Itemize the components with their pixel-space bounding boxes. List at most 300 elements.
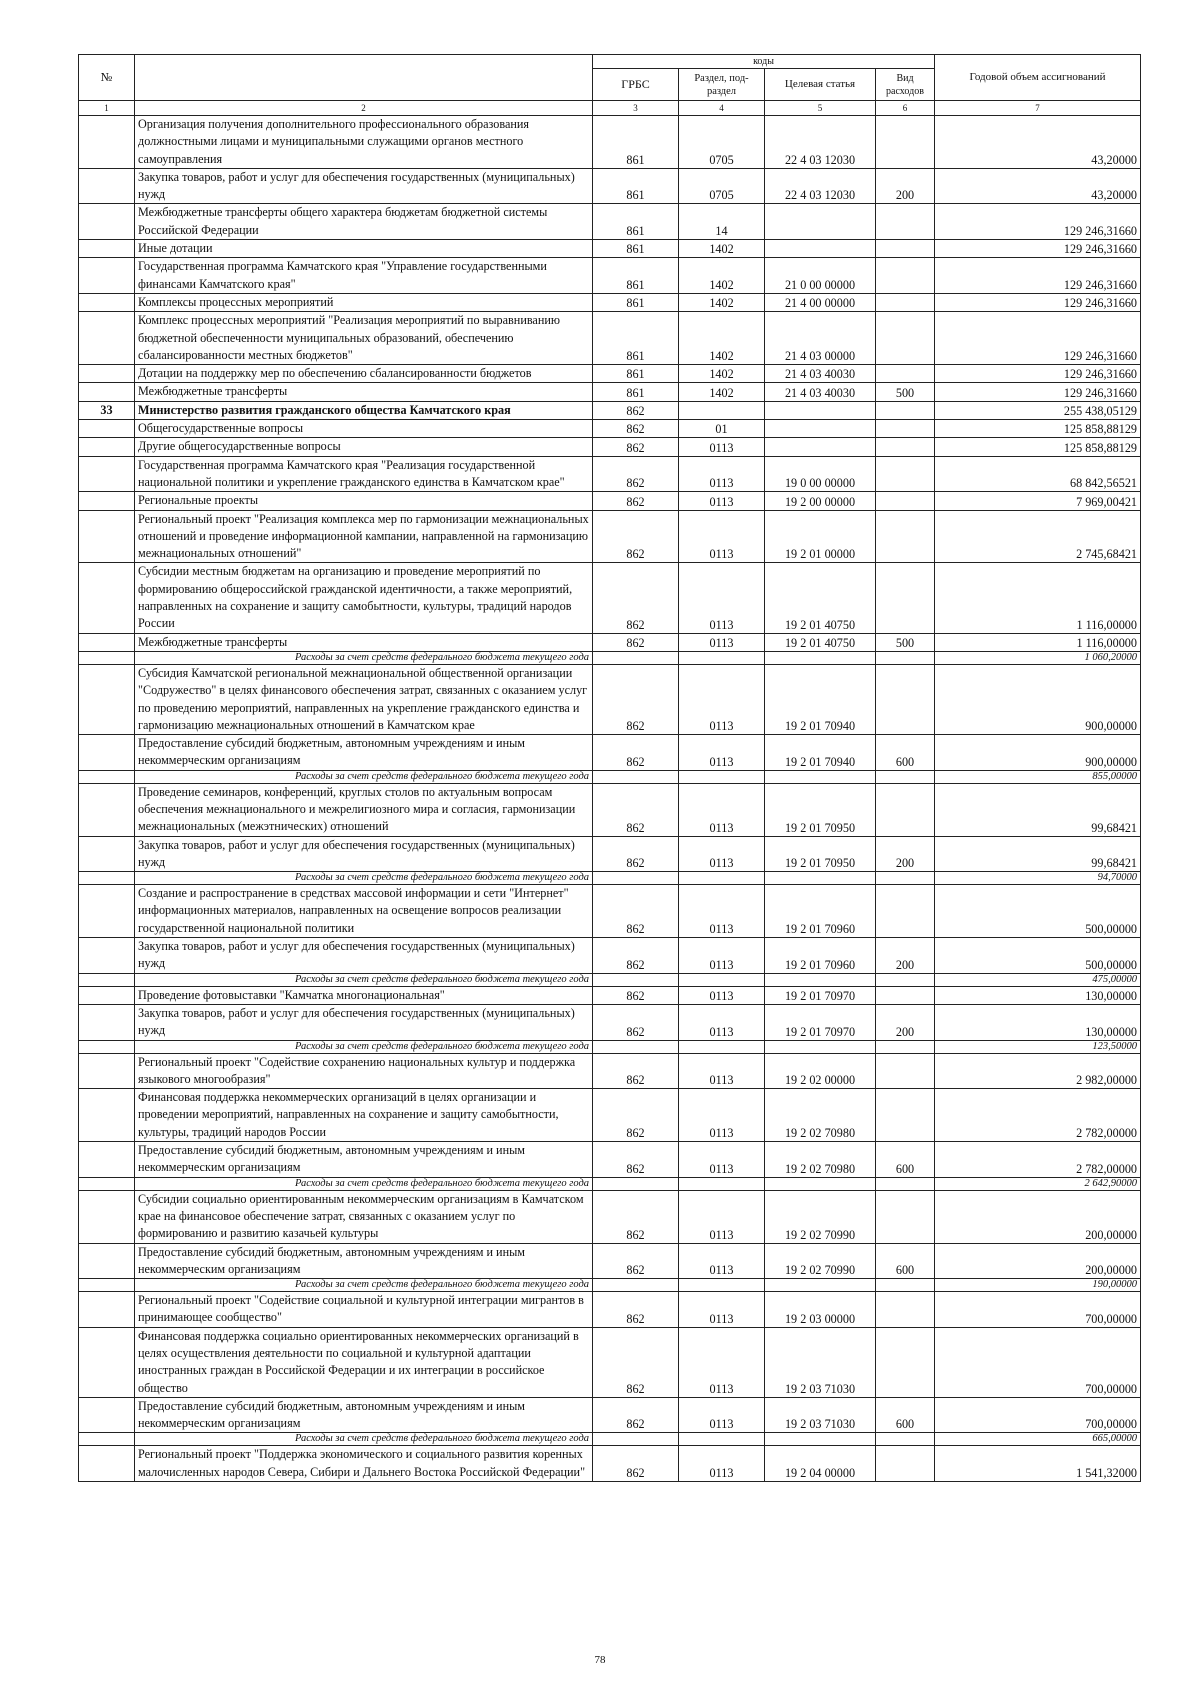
row-name: Расходы за счет средств федерального бюджета текущего года: [135, 1433, 593, 1446]
table-row: [79, 116, 1141, 169]
row-razdel: [679, 1279, 765, 1292]
row-expense-type: [876, 365, 935, 383]
row-expense-type: [876, 1089, 935, 1142]
row-expense-type: 500: [876, 633, 935, 651]
table-row: [79, 664, 1141, 734]
row-razdel: 1402: [679, 258, 765, 294]
row-number: [79, 1177, 135, 1190]
row-target-article: 19 2 03 00000: [765, 1292, 876, 1328]
row-expense-type: [876, 1053, 935, 1089]
row-name: Региональный проект "Содействие социальной и культурной интеграции мигрантов в принимающее сообщество": [135, 1292, 593, 1328]
row-razdel: 0113: [679, 456, 765, 492]
row-grbs: 862: [593, 492, 679, 510]
table-row: [79, 438, 1141, 456]
row-name: Финансовая поддержка некоммерческих организаций в целях организации и проведении мероприятий, направленных на сохранение и защиту самобытности, культуры, традиций народов России: [135, 1089, 593, 1142]
row-number: [79, 1327, 135, 1397]
row-amount: 129 246,31660: [935, 258, 1141, 294]
row-target-article: 19 2 01 40750: [765, 633, 876, 651]
table-row: [79, 783, 1141, 836]
row-razdel: 0113: [679, 1142, 765, 1178]
row-expense-type: [876, 651, 935, 664]
row-amount: 2 782,00000: [935, 1089, 1141, 1142]
row-target-article: 19 2 01 70940: [765, 664, 876, 734]
row-target-article: 21 4 00 00000: [765, 293, 876, 311]
row-number: [79, 312, 135, 365]
row-razdel: 1402: [679, 312, 765, 365]
row-number: [79, 293, 135, 311]
row-grbs: 862: [593, 1053, 679, 1089]
table-row: [79, 293, 1141, 311]
table-row: [79, 401, 1141, 419]
table-row: [79, 168, 1141, 204]
row-amount: 123,50000: [935, 1040, 1141, 1053]
row-expense-type: [876, 116, 935, 169]
row-grbs: 862: [593, 1446, 679, 1482]
row-grbs: 862: [593, 836, 679, 872]
row-amount: 1 116,00000: [935, 563, 1141, 633]
row-target-article: [765, 651, 876, 664]
row-number: [79, 633, 135, 651]
row-amount: 130,00000: [935, 986, 1141, 1004]
row-amount: 129 246,31660: [935, 365, 1141, 383]
row-razdel: 0113: [679, 1327, 765, 1397]
row-target-article: [765, 420, 876, 438]
row-expense-type: 600: [876, 735, 935, 771]
row-target-article: [765, 770, 876, 783]
row-amount: 43,20000: [935, 116, 1141, 169]
row-amount: 129 246,31660: [935, 240, 1141, 258]
row-amount: 99,68421: [935, 783, 1141, 836]
row-name: Субсидия Камчатской региональной межнациональной общественной организации "Содружество" в целях финансового обеспечения затрат, связанных с оказанием услуг по проведению мероприятий, направленных на укрепление гражданского единства и гармонизацию межнациональных отношений в Камчатском крае: [135, 664, 593, 734]
row-razdel: [679, 770, 765, 783]
row-name: Межбюджетные трансферты: [135, 383, 593, 401]
row-name: Субсидии местным бюджетам на организацию и проведение мероприятий по формированию общероссийской гражданской идентичности, а также мероприятий, направленных на сохранение и защиту самобытности, культуры, традиций народов России: [135, 563, 593, 633]
row-number: [79, 872, 135, 885]
row-target-article: 22 4 03 12030: [765, 116, 876, 169]
row-amount: 2 782,00000: [935, 1142, 1141, 1178]
row-expense-type: [876, 1177, 935, 1190]
row-expense-type: 600: [876, 1243, 935, 1279]
row-grbs: 862: [593, 986, 679, 1004]
row-expense-type: 600: [876, 1397, 935, 1433]
row-amount: 129 246,31660: [935, 312, 1141, 365]
row-razdel: 1402: [679, 365, 765, 383]
row-target-article: 19 2 01 00000: [765, 510, 876, 563]
row-expense-type: [876, 240, 935, 258]
row-target-article: 19 2 03 71030: [765, 1327, 876, 1397]
row-razdel: 0113: [679, 510, 765, 563]
row-amount: 129 246,31660: [935, 204, 1141, 240]
column-number: 5: [765, 101, 876, 116]
row-number: [79, 1279, 135, 1292]
row-razdel: 1402: [679, 240, 765, 258]
row-amount: 1 060,20000: [935, 651, 1141, 664]
row-name: Расходы за счет средств федерального бюджета текущего года: [135, 1040, 593, 1053]
table-row-federal-note: [79, 1040, 1141, 1053]
row-name: Создание и распространение в средствах массовой информации и сети "Интернет" информационных материалов, направленных на освещение вопросов реализации государственной национальной политики: [135, 885, 593, 938]
header-name: [135, 55, 593, 101]
row-number: [79, 1243, 135, 1279]
row-amount: 665,00000: [935, 1433, 1141, 1446]
row-number: [79, 1004, 135, 1040]
row-name: Закупка товаров, работ и услуг для обеспечения государственных (муниципальных) нужд: [135, 1004, 593, 1040]
row-grbs: 862: [593, 1190, 679, 1243]
row-number: [79, 770, 135, 783]
row-name: Дотации на поддержку мер по обеспечению сбалансированности бюджетов: [135, 365, 593, 383]
row-target-article: 19 2 01 70970: [765, 986, 876, 1004]
row-target-article: [765, 1279, 876, 1292]
row-amount: 2 745,68421: [935, 510, 1141, 563]
table-row: [79, 204, 1141, 240]
row-expense-type: [876, 986, 935, 1004]
row-grbs: 861: [593, 240, 679, 258]
header-grbs: ГРБС: [593, 69, 679, 101]
column-number: 1: [79, 101, 135, 116]
table-row: [79, 938, 1141, 974]
row-grbs: 862: [593, 1292, 679, 1328]
row-expense-type: [876, 293, 935, 311]
row-razdel: 0113: [679, 1243, 765, 1279]
row-name: Закупка товаров, работ и услуг для обеспечения государственных (муниципальных) нужд: [135, 938, 593, 974]
row-razdel: 0113: [679, 836, 765, 872]
row-target-article: 19 2 02 70990: [765, 1243, 876, 1279]
table-row-federal-note: [79, 1279, 1141, 1292]
row-number: [79, 973, 135, 986]
row-razdel: [679, 401, 765, 419]
row-grbs: 862: [593, 1004, 679, 1040]
table-row: [79, 1397, 1141, 1433]
row-amount: 500,00000: [935, 938, 1141, 974]
row-target-article: [765, 1040, 876, 1053]
table-row-federal-note: [79, 973, 1141, 986]
row-number: [79, 168, 135, 204]
row-amount: 2 642,90000: [935, 1177, 1141, 1190]
row-razdel: 1402: [679, 293, 765, 311]
table-row: [79, 836, 1141, 872]
row-razdel: 0113: [679, 1446, 765, 1482]
row-razdel: 14: [679, 204, 765, 240]
table-row: [79, 383, 1141, 401]
row-number: [79, 563, 135, 633]
row-number: [79, 438, 135, 456]
table-row-federal-note: [79, 872, 1141, 885]
row-expense-type: [876, 492, 935, 510]
row-grbs: [593, 872, 679, 885]
row-number: [79, 510, 135, 563]
row-grbs: 861: [593, 116, 679, 169]
row-grbs: 861: [593, 293, 679, 311]
row-target-article: 19 2 01 70970: [765, 1004, 876, 1040]
header-codes: коды: [593, 55, 935, 69]
row-razdel: [679, 1040, 765, 1053]
row-amount: 900,00000: [935, 735, 1141, 771]
table-row: [79, 1243, 1141, 1279]
header-num: №: [79, 55, 135, 101]
row-razdel: 0113: [679, 783, 765, 836]
row-amount: 700,00000: [935, 1292, 1141, 1328]
row-name: Закупка товаров, работ и услуг для обеспечения государственных (муниципальных) нужд: [135, 168, 593, 204]
row-amount: 190,00000: [935, 1279, 1141, 1292]
row-razdel: 0705: [679, 116, 765, 169]
row-name: Комплекс процессных мероприятий "Реализация мероприятий по выравниванию бюджетной обеспеченности муниципальных образований, обеспечению сбалансированности местных бюджетов": [135, 312, 593, 365]
row-amount: 130,00000: [935, 1004, 1141, 1040]
row-name: Межбюджетные трансферты общего характера бюджетам бюджетной системы Российской Федерации: [135, 204, 593, 240]
row-name: Межбюджетные трансферты: [135, 633, 593, 651]
row-name: Расходы за счет средств федерального бюджета текущего года: [135, 770, 593, 783]
table-row: [79, 1089, 1141, 1142]
table-row: [79, 510, 1141, 563]
row-razdel: [679, 872, 765, 885]
row-amount: 125 858,88129: [935, 438, 1141, 456]
row-name: Государственная программа Камчатского края "Управление государственными финансами Камчатского края": [135, 258, 593, 294]
row-grbs: 862: [593, 885, 679, 938]
row-grbs: 862: [593, 938, 679, 974]
row-grbs: 862: [593, 510, 679, 563]
row-number: [79, 1433, 135, 1446]
row-grbs: 861: [593, 365, 679, 383]
row-razdel: 0113: [679, 563, 765, 633]
row-amount: 129 246,31660: [935, 383, 1141, 401]
row-name: Финансовая поддержка социально ориентированных некоммерческих организаций в целях осуществления деятельности по социальной и культурной адаптации иностранных граждан в Российской Федерации и их интеграции в российское общество: [135, 1327, 593, 1397]
row-grbs: 862: [593, 420, 679, 438]
column-number: 7: [935, 101, 1141, 116]
header-total: Годовой объем ассигнований: [935, 55, 1141, 101]
row-expense-type: 200: [876, 836, 935, 872]
row-number: [79, 240, 135, 258]
row-razdel: 0113: [679, 1190, 765, 1243]
row-name: Организация получения дополнительного профессионального образования должностными лицами и муниципальными служащими органов местного самоуправления: [135, 116, 593, 169]
row-name: Иные дотации: [135, 240, 593, 258]
row-razdel: 0113: [679, 735, 765, 771]
row-target-article: 19 2 02 70980: [765, 1089, 876, 1142]
row-grbs: 862: [593, 1327, 679, 1397]
row-razdel: 0113: [679, 938, 765, 974]
budget-table: [78, 54, 1141, 1482]
row-target-article: [765, 438, 876, 456]
row-name: Региональные проекты: [135, 492, 593, 510]
row-target-article: [765, 872, 876, 885]
row-expense-type: [876, 401, 935, 419]
row-grbs: 862: [593, 735, 679, 771]
row-target-article: 19 2 02 70980: [765, 1142, 876, 1178]
table-row: [79, 1292, 1141, 1328]
row-amount: 900,00000: [935, 664, 1141, 734]
table-row: [79, 456, 1141, 492]
row-amount: 855,00000: [935, 770, 1141, 783]
row-expense-type: [876, 510, 935, 563]
table-row-federal-note: [79, 1177, 1141, 1190]
header-razdel: Раздел, под-раздел: [679, 69, 765, 101]
row-expense-type: [876, 1190, 935, 1243]
table-row: [79, 633, 1141, 651]
row-number: [79, 986, 135, 1004]
row-expense-type: [876, 1279, 935, 1292]
row-number: [79, 783, 135, 836]
row-amount: 500,00000: [935, 885, 1141, 938]
table-row: [79, 365, 1141, 383]
row-target-article: 19 0 00 00000: [765, 456, 876, 492]
row-target-article: 21 4 03 00000: [765, 312, 876, 365]
row-expense-type: [876, 563, 935, 633]
row-amount: 7 969,00421: [935, 492, 1141, 510]
row-name: Расходы за счет средств федерального бюджета текущего года: [135, 973, 593, 986]
page-number: 78: [594, 1654, 606, 1666]
row-grbs: 862: [593, 1397, 679, 1433]
row-number: [79, 420, 135, 438]
column-number: 6: [876, 101, 935, 116]
table-row: [79, 420, 1141, 438]
row-expense-type: 600: [876, 1142, 935, 1178]
row-name: Расходы за счет средств федерального бюджета текущего года: [135, 651, 593, 664]
row-name: Региональный проект "Реализация комплекса мер по гармонизации межнациональных отношений и проведение информационной кампании, направленной на гармонизацию межнациональных отношений": [135, 510, 593, 563]
table-row: [79, 1327, 1141, 1397]
column-number: 3: [593, 101, 679, 116]
row-name: Предоставление субсидий бюджетным, автономным учреждениям и иным некоммерческим организациям: [135, 735, 593, 771]
row-grbs: 862: [593, 633, 679, 651]
row-number: [79, 1040, 135, 1053]
row-target-article: 19 2 01 70950: [765, 783, 876, 836]
row-target-article: [765, 401, 876, 419]
table-row: [79, 1004, 1141, 1040]
row-name: Министерство развития гражданского общества Камчатского края: [135, 401, 593, 419]
row-grbs: [593, 1177, 679, 1190]
row-name: Расходы за счет средств федерального бюджета текущего года: [135, 1279, 593, 1292]
row-expense-type: [876, 1433, 935, 1446]
budget-table-sheet: [78, 54, 1140, 1482]
row-expense-type: 500: [876, 383, 935, 401]
table-row-federal-note: [79, 1433, 1141, 1446]
row-expense-type: [876, 872, 935, 885]
row-razdel: [679, 651, 765, 664]
row-grbs: 862: [593, 438, 679, 456]
row-target-article: [765, 973, 876, 986]
row-target-article: 22 4 03 12030: [765, 168, 876, 204]
table-row: [79, 240, 1141, 258]
row-grbs: [593, 770, 679, 783]
row-amount: 99,68421: [935, 836, 1141, 872]
row-grbs: 861: [593, 168, 679, 204]
row-target-article: 19 2 02 00000: [765, 1053, 876, 1089]
row-amount: 700,00000: [935, 1327, 1141, 1397]
row-grbs: [593, 973, 679, 986]
row-target-article: 19 2 01 40750: [765, 563, 876, 633]
row-number: 33: [79, 401, 135, 419]
table-row-federal-note: [79, 651, 1141, 664]
row-grbs: 861: [593, 383, 679, 401]
table-row: [79, 563, 1141, 633]
row-expense-type: [876, 420, 935, 438]
row-expense-type: [876, 312, 935, 365]
row-number: [79, 1142, 135, 1178]
row-grbs: 861: [593, 204, 679, 240]
row-target-article: 19 2 04 00000: [765, 1446, 876, 1482]
row-name: Общегосударственные вопросы: [135, 420, 593, 438]
table-row-federal-note: [79, 770, 1141, 783]
row-name: Комплексы процессных мероприятий: [135, 293, 593, 311]
row-number: [79, 885, 135, 938]
row-grbs: 862: [593, 563, 679, 633]
row-amount: 68 842,56521: [935, 456, 1141, 492]
row-target-article: [765, 1177, 876, 1190]
row-grbs: 862: [593, 456, 679, 492]
row-expense-type: [876, 204, 935, 240]
row-expense-type: [876, 770, 935, 783]
row-grbs: [593, 1433, 679, 1446]
header-vid: Вид расходов: [876, 69, 935, 101]
row-target-article: [765, 204, 876, 240]
row-grbs: 862: [593, 664, 679, 734]
row-number: [79, 938, 135, 974]
row-grbs: [593, 1279, 679, 1292]
row-target-article: 21 0 00 00000: [765, 258, 876, 294]
row-number: [79, 1190, 135, 1243]
table-row: [79, 312, 1141, 365]
row-expense-type: [876, 783, 935, 836]
header-target: Целевая статья: [765, 69, 876, 101]
row-number: [79, 456, 135, 492]
row-number: [79, 116, 135, 169]
table-row: [79, 1142, 1141, 1178]
row-name: Расходы за счет средств федерального бюджета текущего года: [135, 1177, 593, 1190]
row-expense-type: [876, 258, 935, 294]
row-name: Проведение семинаров, конференций, круглых столов по актуальным вопросам обеспечения межнационального и межрелигиозного мира и согласия, гармонизации межнациональных (межэтнических) отношений: [135, 783, 593, 836]
row-number: [79, 651, 135, 664]
row-amount: 700,00000: [935, 1397, 1141, 1433]
row-name: Государственная программа Камчатского края "Реализация государственной национальной политики и укрепление гражданского единства в Камчатском крае": [135, 456, 593, 492]
row-razdel: [679, 1177, 765, 1190]
row-amount: 475,00000: [935, 973, 1141, 986]
column-number: 2: [135, 101, 593, 116]
row-number: [79, 664, 135, 734]
row-expense-type: [876, 885, 935, 938]
row-target-article: 21 4 03 40030: [765, 365, 876, 383]
row-expense-type: 200: [876, 1004, 935, 1040]
row-target-article: 19 2 02 70990: [765, 1190, 876, 1243]
row-expense-type: [876, 456, 935, 492]
row-grbs: 861: [593, 312, 679, 365]
row-target-article: 19 2 00 00000: [765, 492, 876, 510]
row-target-article: [765, 240, 876, 258]
row-target-article: 19 2 03 71030: [765, 1397, 876, 1433]
row-amount: 43,20000: [935, 168, 1141, 204]
row-amount: 1 116,00000: [935, 633, 1141, 651]
row-expense-type: [876, 1040, 935, 1053]
row-number: [79, 492, 135, 510]
table-row: [79, 885, 1141, 938]
table-row: [79, 986, 1141, 1004]
row-razdel: 0113: [679, 1053, 765, 1089]
row-razdel: 0113: [679, 1089, 765, 1142]
table-row: [79, 1190, 1141, 1243]
row-name: Расходы за счет средств федерального бюджета текущего года: [135, 872, 593, 885]
row-razdel: 0113: [679, 1397, 765, 1433]
table-row: [79, 492, 1141, 510]
budget-table-body: [79, 116, 1141, 1482]
table-row: [79, 258, 1141, 294]
row-number: [79, 1397, 135, 1433]
row-number: [79, 365, 135, 383]
row-name: Другие общегосударственные вопросы: [135, 438, 593, 456]
row-name: Закупка товаров, работ и услуг для обеспечения государственных (муниципальных) нужд: [135, 836, 593, 872]
row-razdel: 0113: [679, 986, 765, 1004]
row-razdel: 0113: [679, 492, 765, 510]
row-number: [79, 204, 135, 240]
row-razdel: [679, 973, 765, 986]
row-razdel: 0113: [679, 1292, 765, 1328]
row-expense-type: 200: [876, 168, 935, 204]
row-target-article: 19 2 01 70960: [765, 938, 876, 974]
row-name: Проведение фотовыставки "Камчатка многонациональная": [135, 986, 593, 1004]
